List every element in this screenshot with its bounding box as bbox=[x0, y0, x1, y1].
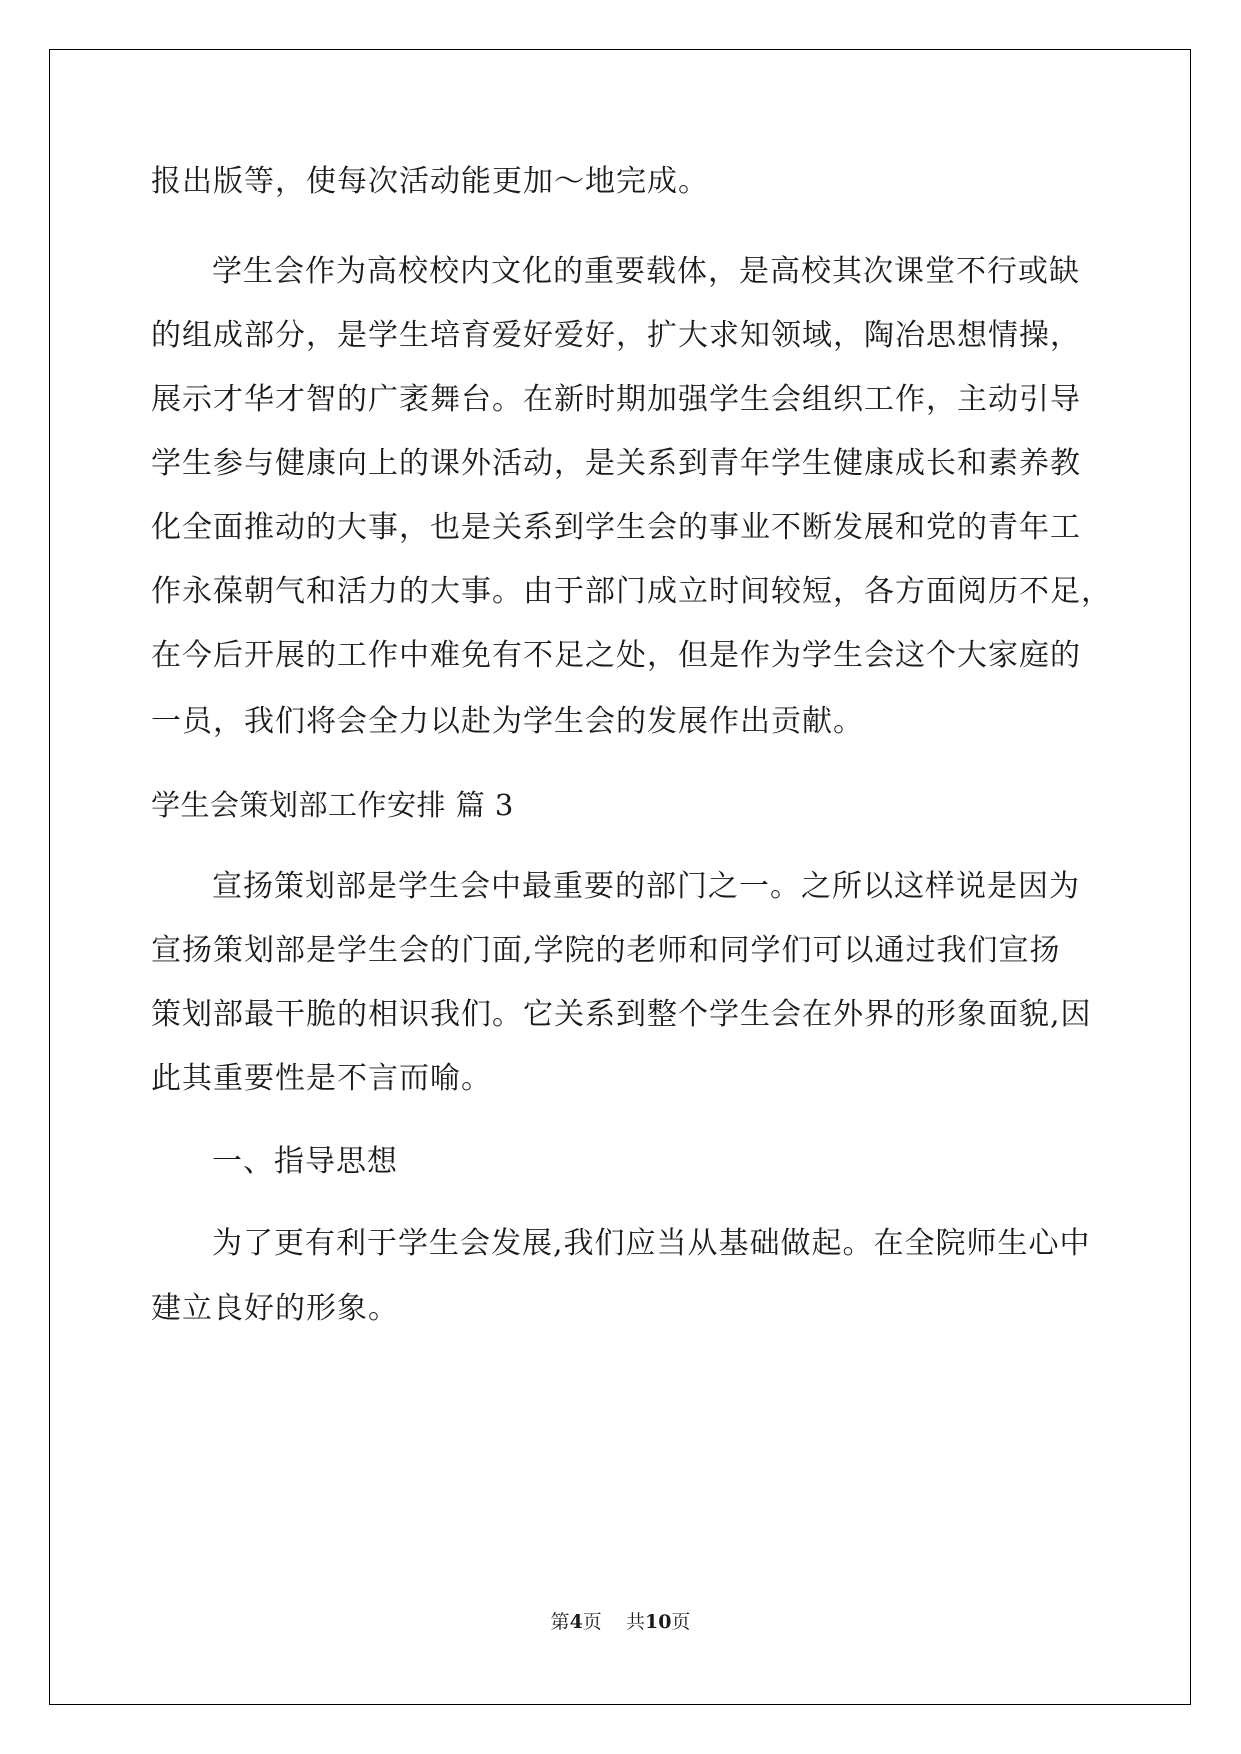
page-footer bbox=[0, 1609, 1241, 1635]
body-line-12: 策划部最干脆的相识我们。它关系到整个学生会在外界的形象面貌,因 bbox=[151, 997, 1092, 1032]
body-line-5: 学生参与健康向上的课外活动，是关系到青年学生健康成长和素养教 bbox=[151, 446, 1081, 481]
footer-suffix: 页 bbox=[671, 1611, 691, 1633]
body-line-14: 为了更有利于学生会发展,我们应当从基础做起。在全院师生心中 bbox=[212, 1226, 1091, 1261]
body-line-13: 此其重要性是不言而喻。 bbox=[151, 1061, 492, 1096]
subheading-guiding-ideology: 一、指导思想 bbox=[212, 1144, 398, 1179]
section-heading: 学生会策划部工作安排 篇 3 bbox=[151, 788, 514, 822]
body-line-10: 宣扬策划部是学生会中最重要的部门之一。之所以这样说是因为 bbox=[212, 869, 1080, 904]
body-line-11: 宣扬策划部是学生会的门面,学院的老师和同学们可以通过我们宣扬 bbox=[151, 933, 1061, 968]
body-line-4: 展示才华才智的广袤舞台。在新时期加强学生会组织工作，主动引导 bbox=[151, 382, 1081, 417]
body-line-3: 的组成部分，是学生培育爱好爱好，扩大求知领域，陶冶思想情操， bbox=[151, 318, 1081, 353]
body-line-6: 化全面推动的大事，也是关系到学生会的事业不断发展和党的青年工 bbox=[151, 510, 1081, 545]
body-line-8: 在今后开展的工作中难免有不足之处，但是作为学生会这个大家庭的 bbox=[151, 638, 1081, 673]
body-line-15: 建立良好的形象。 bbox=[151, 1291, 399, 1326]
body-line-9: 一员，我们将会全力以赴为学生会的发展作出贡献。 bbox=[151, 704, 864, 739]
body-line-7: 作永葆朝气和活力的大事。由于部门成立时间较短，各方面阅历不足， bbox=[151, 574, 1112, 609]
total-pages-number: 10 bbox=[644, 1611, 672, 1633]
body-line-1: 报出版等，使每次活动能更加～地完成。 bbox=[151, 164, 709, 199]
footer-middle: 页 共 bbox=[582, 1611, 645, 1633]
body-line-2: 学生会作为高校校内文化的重要载体，是高校其次课堂不行或缺 bbox=[212, 254, 1080, 289]
footer-prefix: 第 bbox=[550, 1611, 570, 1633]
current-page-number: 4 bbox=[569, 1611, 583, 1633]
